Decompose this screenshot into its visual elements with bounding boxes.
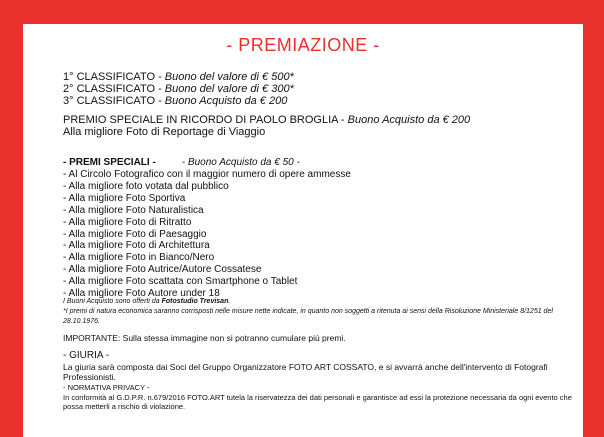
rank-label: 1° CLASSIFICATO - (63, 71, 165, 83)
notes-buoni-post: . (228, 298, 231, 305)
notes-footnote: *I premi di natura economica saranno corrisposti nelle misure nette indicate, in quanto non soggetti a ritenuta ai sensi della Risoluzione Ministeriale 8/1251 del 28.10.1976. (63, 308, 553, 325)
ranking-prizes (63, 71, 294, 107)
premi-speciali-list (63, 169, 351, 300)
giuria-heading: - GIURIA - (63, 350, 110, 361)
list-item: - Alla migliore Foto Naturalistica (63, 204, 204, 216)
notes-buoni-pre: I Buoni Acquisto sono offerti da (63, 298, 162, 305)
list-item: - Al Circolo Fotografico con il maggior numero di opere ammesse (63, 169, 351, 180)
special-prize-value: Buono Acquisto da € 200 (347, 114, 471, 126)
important-note: IMPORTANTE: Sulla stessa immagine non si potranno cumulare più premi. (63, 333, 346, 343)
document-card (23, 24, 583, 437)
rank-prize: Buono del valore di € 300* (164, 83, 294, 95)
list-item: - Alla migliore Foto scattata con Smartphone o Tablet (63, 276, 298, 288)
rank-label: 2° CLASSIFICATO - (63, 83, 165, 95)
special-prize-label: PREMIO SPECIALE IN RICORDO DI PAOLO BROGLIA - (63, 114, 348, 126)
page-title: - PREMIAZIONE - (226, 35, 380, 55)
premi-speciali-title: - PREMI SPECIALI - (63, 157, 156, 168)
list-item: - Alla migliore foto votata dal pubblico (63, 180, 229, 192)
privacy-text: In conformità al G.D.P.R. n.679/2016 FOTO.ART tutela la riservatezza dei dati personali e garantisce ad essi la protezione necessaria da ogni evento che possa metterli a rischio di violazione. (63, 393, 572, 411)
rank-3 (63, 95, 294, 107)
special-prize-sub: Alla migliore Foto di Reportage di Viaggio (63, 126, 266, 138)
list-item: - Alla migliore Foto Sportiva (63, 192, 186, 204)
privacy-heading: - NORMATIVA PRIVACY - (63, 383, 150, 392)
premi-speciali-prize: - Buono Acquisto da € 50 - (181, 157, 300, 168)
list-item: - Alla migliore Foto di Architettura (63, 240, 210, 252)
list-item: - Alla migliore Foto di Paesaggio (63, 228, 207, 240)
list-item: - Alla migliore Foto di Ritratto (63, 216, 192, 228)
special-prize (63, 114, 470, 138)
list-item: - Alla migliore Foto Autore under 18 (63, 288, 220, 300)
list-item: - Alla migliore Foto in Bianco/Nero (63, 252, 215, 264)
giuria-text: La giuria sarà composta dai Soci del Gruppo Organizzatore FOTO ART COSSATO, e si avvarrà anche dell'intervento di Fotografi Professionisti. (63, 362, 548, 382)
rank-prize: Buono Acquisto da € 200 (164, 95, 288, 107)
notes-buoni-brand: Fotostudio Trevisan (161, 298, 229, 305)
rank-prize: Buono del valore di € 500* (164, 71, 294, 83)
rank-label: 3° CLASSIFICATO - (63, 95, 165, 107)
rank-2 (63, 83, 294, 95)
notes (63, 297, 563, 327)
premi-speciali-heading (63, 157, 300, 168)
rank-1 (63, 71, 294, 83)
list-item: - Alla migliore Foto Autrice/Autore Cossatese (63, 264, 262, 276)
